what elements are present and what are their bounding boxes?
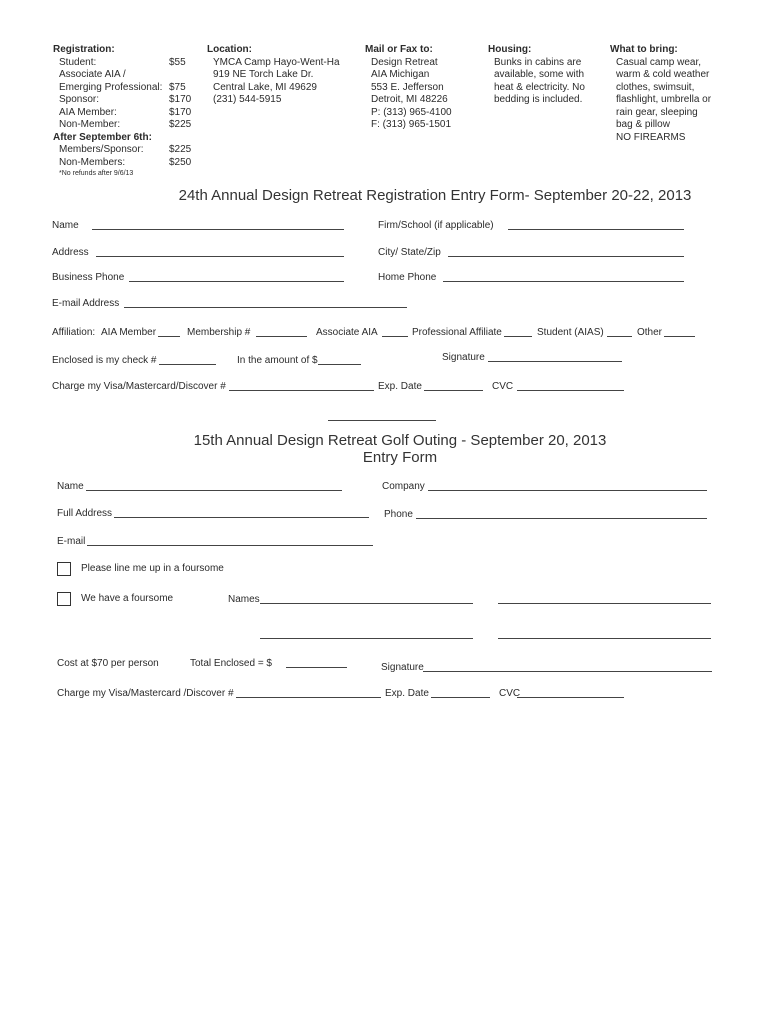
other-label: Other <box>637 327 663 338</box>
housing-heading: Housing: <box>488 44 532 55</box>
home-phone-field[interactable] <box>443 281 684 282</box>
cvc-field[interactable] <box>517 390 624 391</box>
location-line: YMCA Camp Hayo-Went-Ha <box>213 56 340 68</box>
golf-phone-field[interactable] <box>416 518 707 519</box>
fee-label: Sponsor: <box>59 94 100 105</box>
after-deadline-heading: After September 6th: <box>53 131 152 143</box>
location-heading: Location: <box>207 44 252 55</box>
golf-signature-label: Signature <box>381 662 424 673</box>
cvc-label: CVC <box>492 381 514 392</box>
player-name-field[interactable] <box>498 603 711 604</box>
golf-card-number-field[interactable] <box>236 697 381 698</box>
name-label: Name <box>52 220 79 231</box>
affiliation-label: Affiliation: <box>52 327 96 338</box>
address-label: Address <box>52 247 89 258</box>
name-field[interactable] <box>92 229 344 230</box>
location-line: Central Lake, MI 49629 <box>213 81 317 93</box>
location-info <box>207 44 357 107</box>
housing-line: Bunks in cabins are <box>494 56 582 68</box>
golf-charge-label: Charge my Visa/Mastercard /Discover # <box>57 688 234 699</box>
fee-amount: $225 <box>169 144 192 155</box>
golf-signature-field[interactable] <box>423 671 712 672</box>
have-foursome-label: We have a foursome <box>81 593 174 604</box>
fee-row <box>59 57 193 70</box>
registration-heading: Registration: <box>53 44 115 55</box>
email-label: E-mail Address <box>52 298 120 309</box>
amount-label: In the amount of $ <box>237 355 318 366</box>
fee-amount: $170 <box>169 106 192 118</box>
check-field[interactable] <box>159 364 216 365</box>
golf-form-title: 15th Annual Design Retreat Golf Outing - September 20, 2013 <box>193 432 607 449</box>
fee-amount: $170 <box>169 94 192 105</box>
bring-line: bag & pillow <box>616 119 670 130</box>
golf-email-label: E-mail <box>57 536 86 547</box>
registration-fees <box>53 44 193 178</box>
location-line: (231) 544-5915 <box>213 94 282 105</box>
housing-info <box>488 44 608 107</box>
total-field[interactable] <box>286 667 347 668</box>
fee-amount: $250 <box>169 156 192 168</box>
mail-line: P: (313) 965-4100 <box>371 106 452 118</box>
other-field[interactable] <box>664 336 695 337</box>
housing-line: heat & electricity. No <box>494 81 585 93</box>
associate-field[interactable] <box>382 336 408 337</box>
fee-label: AIA Member: <box>59 106 117 118</box>
fee-row <box>59 82 193 95</box>
mail-line: 553 E. Jefferson <box>371 81 444 93</box>
membership-field[interactable] <box>256 336 307 337</box>
fee-row <box>59 107 193 120</box>
fee-amount: $75 <box>169 81 186 93</box>
membership-label: Membership # <box>187 327 251 338</box>
city-label: City/ State/Zip <box>378 247 441 258</box>
city-field[interactable] <box>448 256 684 257</box>
firm-field[interactable] <box>508 229 684 230</box>
fee-label: Student: <box>59 56 97 68</box>
bring-line: warm & cold weather <box>616 69 710 80</box>
foursome-request-label: Please line me up in a foursome <box>81 563 224 574</box>
retreat-form-title: 24th Annual Design Retreat Registration Entry Form- September 20-22, 2013 <box>178 187 692 204</box>
mail-line: AIA Michigan <box>371 69 430 80</box>
golf-name-label: Name <box>57 481 84 492</box>
aia-member-field[interactable] <box>158 336 180 337</box>
fee-amount: $225 <box>169 119 192 130</box>
home-phone-label: Home Phone <box>378 272 437 283</box>
golf-company-field[interactable] <box>428 490 707 491</box>
mail-line: Detroit, MI 48226 <box>371 94 448 105</box>
fee-row <box>59 157 193 170</box>
cost-label: Cost at $70 per person <box>57 658 159 669</box>
business-phone-field[interactable] <box>129 281 344 282</box>
fee-label: Non-Members: <box>59 156 126 168</box>
section-divider <box>328 420 436 421</box>
mail-heading: Mail or Fax to: <box>365 44 433 55</box>
exp-field[interactable] <box>424 390 483 391</box>
housing-line: available, some with <box>494 69 585 80</box>
signature-label: Signature <box>442 352 485 363</box>
email-field[interactable] <box>124 307 407 308</box>
professional-label: Professional Affiliate <box>412 327 502 338</box>
fee-label: Emerging Professional: <box>59 81 163 93</box>
bring-line: rain gear, sleeping <box>616 106 698 118</box>
golf-email-field[interactable] <box>87 545 373 546</box>
fee-row <box>59 69 193 82</box>
charge-label: Charge my Visa/Mastercard/Discover # <box>52 381 226 392</box>
golf-cvc-label: CVC <box>499 688 521 699</box>
golf-exp-field[interactable] <box>431 697 490 698</box>
associate-label: Associate AIA <box>316 327 378 338</box>
mail-line: F: (313) 965-1501 <box>371 119 452 130</box>
names-label: Names <box>228 594 260 605</box>
fee-amount: $55 <box>169 56 186 68</box>
aia-member-label: AIA Member <box>101 327 157 338</box>
bring-line: Casual camp wear, <box>616 56 702 68</box>
refund-note: *No refunds after 9/6/13 <box>59 170 134 177</box>
golf-phone-label: Phone <box>384 509 413 520</box>
bring-line: NO FIREARMS <box>616 131 686 143</box>
golf-company-label: Company <box>382 481 425 492</box>
card-number-field[interactable] <box>229 390 374 391</box>
exp-label: Exp. Date <box>378 381 422 392</box>
bring-heading: What to bring: <box>610 44 678 55</box>
golf-form-subtitle: Entry Form <box>362 449 438 466</box>
player-name-field[interactable] <box>260 638 473 639</box>
fee-label: Members/Sponsor: <box>59 144 144 155</box>
student-field[interactable] <box>607 336 632 337</box>
housing-line: bedding is included. <box>494 94 583 105</box>
firm-label: Firm/School (if applicable) <box>378 220 494 231</box>
player-name-field[interactable] <box>498 638 711 639</box>
fee-row <box>59 119 193 132</box>
have-foursome-checkbox[interactable] <box>57 592 71 606</box>
golf-exp-label: Exp. Date <box>385 688 429 699</box>
mail-info <box>365 44 485 132</box>
golf-name-field[interactable] <box>86 490 342 491</box>
amount-field[interactable] <box>318 364 361 365</box>
student-label: Student (AIAS) <box>537 327 604 338</box>
bring-line: flashlight, umbrella or <box>616 94 712 105</box>
fee-row <box>59 94 193 107</box>
location-line: 919 NE Torch Lake Dr. <box>213 69 314 80</box>
bring-info <box>610 44 740 144</box>
mail-line: Design Retreat <box>371 56 438 68</box>
golf-cvc-field[interactable] <box>517 697 624 698</box>
total-label: Total Enclosed = $ <box>190 658 272 669</box>
fee-label: Associate AIA / <box>59 69 126 80</box>
golf-address-field[interactable] <box>114 517 369 518</box>
foursome-request-checkbox[interactable] <box>57 562 71 576</box>
golf-address-label: Full Address <box>57 508 113 519</box>
signature-field[interactable] <box>488 361 622 362</box>
business-phone-label: Business Phone <box>52 272 125 283</box>
check-label: Enclosed is my check # <box>52 355 157 366</box>
player-name-field[interactable] <box>260 603 473 604</box>
fee-label: Non-Member: <box>59 119 121 130</box>
bring-line: clothes, swimsuit, <box>616 81 695 93</box>
professional-field[interactable] <box>504 336 532 337</box>
fee-row <box>59 144 193 157</box>
address-field[interactable] <box>96 256 344 257</box>
